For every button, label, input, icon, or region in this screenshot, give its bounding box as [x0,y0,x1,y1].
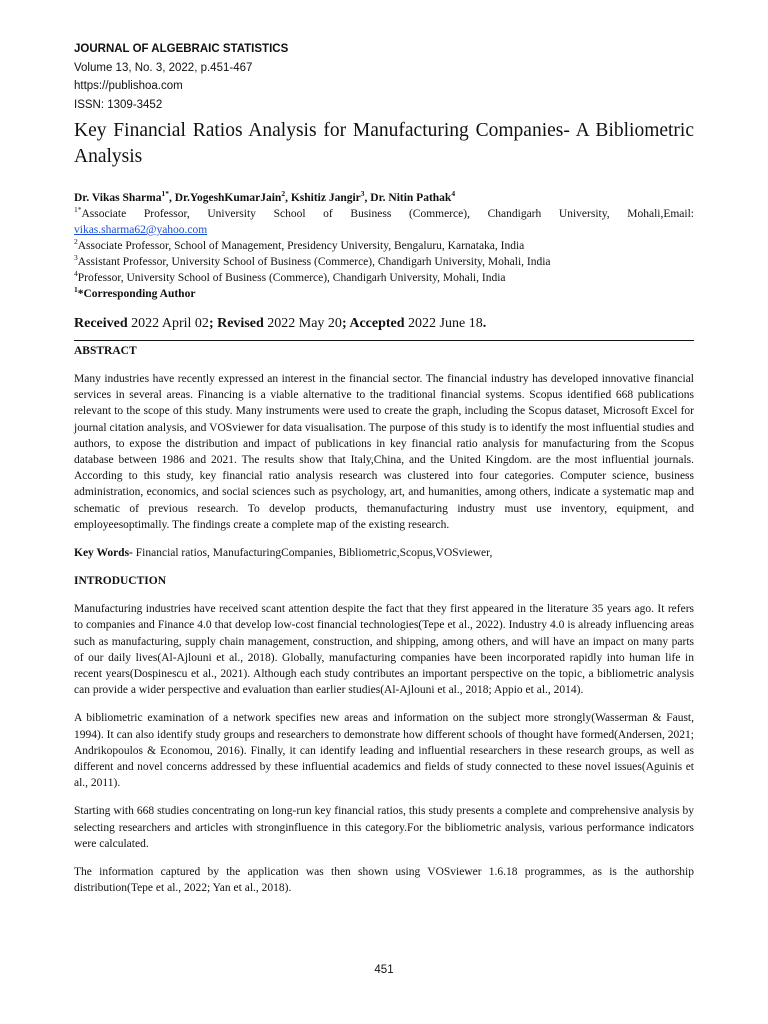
affiliation-sup: 2 [74,237,78,247]
dates-end: . [482,316,487,331]
affiliation-sup: 4 [74,269,78,279]
corresponding-text: *Corresponding Author [77,288,196,300]
journal-issn: ISSN: 1309-3452 [74,98,163,111]
corresponding-author [74,286,694,302]
journal-name: JOURNAL OF ALGEBRAIC STATISTICS [74,43,289,55]
journal-volume: Volume 13, No. 3, 2022, p.451-467 [74,61,253,74]
author-name: , Dr.YogeshKumarJain [168,192,282,204]
author-sup: 1* [161,189,169,199]
author-name: , Kshitiz Jangir [285,192,361,204]
affiliation-2 [74,238,694,254]
author-sup: 2 [281,189,286,199]
affiliation-text: Associate Professor, School of Management, Presidency University, Bengaluru, Karnataka, India [77,240,525,252]
accepted-label: ; Accepted [341,316,405,331]
affiliation-1 [74,206,694,222]
affiliation-4 [74,270,694,286]
intro-paragraph-3: Starting with 668 studies concentrating on long-run key financial ratios, this study presents a complete and comprehensive analysis by selecting researchers and articles with stronginfluence in this category.For the bibliometric analysis, various performance indicators were calculated. [74,805,694,850]
received-label: Received [74,316,128,331]
intro-paragraph-2: A bibliometric examination of a network specifies new areas and information on the subject more strongly(Wasserman & Faust, 1994). It can also identify study groups and researchers to demonstrate how different schools of thought have formed(Andersen, 2021; Andrikopoulos & Economou, 2016). Finally, it can identify leading and influential researchers in these research groups, as well as different and novel concerns addressed by these influential academics and fields of study connected to these novel issues(Aguinis et al., 2011). [74,712,694,790]
paper-title: Key Financial Ratios Analysis for Manufacturing Companies- A Bibliometric Analysis [74,120,694,167]
affiliation-sup: 3 [74,253,78,263]
page-content [74,40,694,896]
affiliation-3 [74,254,694,270]
affiliation-text: Associate Professor, University School of Business (Commerce), Chandigarh University, Mohali,Email: [81,208,694,220]
affiliation-sup: 1* [74,205,82,215]
author-email-link[interactable]: vikas.sharma62@yahoo.com [74,224,208,236]
received-date: 2022 April 02 [127,316,209,331]
intro-paragraph-1: Manufacturing industries have received scant attention despite the fact that they first appeared in the literature 35 years ago. It refers to companies and Finance 4.0 that develop low-cost financial technologies(Tepe et al., 2022). Industry 4.0 is already influencing areas such as manufacturing, supply chain management, construction, and shipping, among others, and will have an impact on many parts of our daily lives(Al-Ajlouni et al., 2018). Globally, manufacturing companies have been incorporated rapidly into human life in recent years(Dospinescu et al., 2021). Although each study contributes an important perspective on the topic, a bibliometric analysis can provide a wider perspective and evaluation than earlier studies(Al-Ajlouni et al., 2018; Appio et al., 2014). [74,603,694,697]
affiliation-text: Professor, University School of Business (Commerce), Chandigarh University, Mohali, India [77,272,506,284]
author-sup: 4 [451,189,456,199]
submission-dates [74,314,694,334]
keywords-label: Key Words- [74,547,133,560]
revised-label: ; Revised [208,316,264,331]
abstract-text: Many industries have recently expressed an interest in the financial sector. The financial industry has developed innovative financial services in several areas. Financing is a viable alternative to the traditional financial systems. Scopus identified 668 publications relevant to the scope of this study. Many instruments were used to create the graph, including the Scopus dataset, Microsoft Excel for journal citation analysis, and VOSviewer for data visualisation. The purpose of this study is to identify the most influential studies and authors, to expose the distribution and impact of publications in key financial ratio analysis for manufacturing from the Scopus database between 1986 and 2021. The results show that Italy,China, and the United Kingdom. are the most influential journals. According to this study, key financial ratio analysis research was clustered into four categories. Computer science, business administration, economics, and social sciences such as psychology, art, and humanities, among others, indicate a systematic map and schematic of previous research. To develop products, themanufacturing industry must use inventory, equipment, and employeesoptimally. The findings create a complete map of the existing research. [74,373,694,531]
author-name: Dr. Vikas Sharma [74,192,162,204]
intro-paragraph-4: The information captured by the application was then shown using VOSviewer 1.6.18 programmes, as is the authorship distribution(Tepe et al., 2022; Yan et al., 2018). [74,866,694,895]
revised-date: 2022 May 20 [263,316,342,331]
journal-url[interactable]: https://publishoa.com [74,80,183,92]
affiliation-text: Assistant Professor, University School of Business (Commerce), Chandigarh University, Mohali, India [77,256,551,268]
introduction-heading: INTRODUCTION [74,575,167,588]
abstract-heading: ABSTRACT [74,345,137,357]
journal-header [74,40,694,114]
page-number: 451 [374,964,394,976]
corresponding-sup: 1 [74,285,78,295]
accepted-date: 2022 June 18 [404,316,483,331]
author-list [74,190,694,206]
affiliation-email-line [74,222,694,238]
author-sup: 3 [360,189,365,199]
keywords-text: Financial ratios, ManufacturingCompanies, Bibliometric,Scopus,VOSviewer, [132,547,493,560]
section-divider [74,340,694,341]
keywords [74,545,694,561]
author-name: , Dr. Nitin Pathak [364,192,452,204]
